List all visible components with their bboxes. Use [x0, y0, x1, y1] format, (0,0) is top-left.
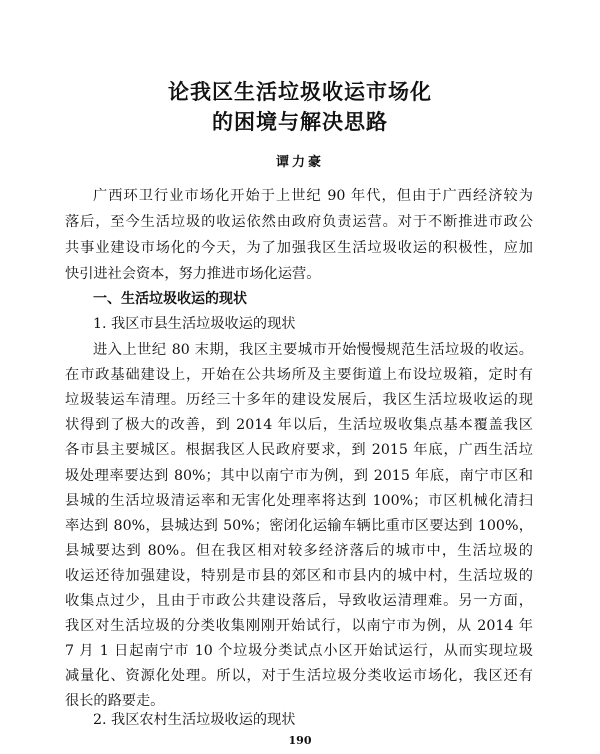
body-line-13: 7 月 1 日起南宁市 10 个垃圾分类试点小区开始试运行，从而实现垃圾: [65, 643, 533, 659]
subsection-2-heading: 2. 我区农村生活垃圾收运的现状: [93, 712, 296, 728]
article-title-line-2: 的困境与解决思路: [212, 110, 388, 134]
body-line-10: 收运还待加强建设，特别是市县的郊区和市县内的城中村，生活垃圾的: [65, 568, 533, 584]
body-line-1: 进入上世纪 80 末期，我区主要城市开始慢慢规范生活垃圾的收运。: [93, 342, 533, 358]
intro-line-4: 快引进社会资本，努力推进市场化运营。: [65, 266, 321, 282]
section-1-heading: 一、生活垃圾收运的现状: [93, 291, 247, 307]
body-line-12: 我区对生活垃圾的分类收集刚刚开始试行，以南宁市为例，从 2014 年: [65, 618, 533, 634]
body-line-7: 县城的生活垃圾清运率和无害化处理率将达到 100%；市区机械化清扫: [65, 493, 533, 509]
page-number: 190: [288, 734, 312, 747]
body-line-15: 很长的路要走。: [65, 693, 165, 709]
body-line-6: 圾处理率要达到 80%；其中以南宁市为例，到 2015 年底，南宁市区和: [65, 468, 533, 484]
body-line-9: 县城要达到 80%。但在我区相对较多经济落后的城市中，生活垃圾的: [65, 543, 533, 559]
body-line-3: 垃圾装运车清理。历经三十多年的建设发展后，我区生活垃圾收运的现: [65, 392, 533, 408]
author-name: 谭力豪: [275, 155, 324, 170]
body-line-5: 各市县主要城区。根据我区人民政府要求，到 2015 年底，广西生活垃: [65, 442, 533, 458]
body-line-2: 在市政基础建设上，开始在公共场所及主要街道上布设垃圾箱，定时有: [65, 367, 533, 383]
subsection-1-heading: 1. 我区市县生活垃圾收运的现状: [93, 316, 296, 332]
body-line-8: 率达到 80%，县城达到 50%；密闭化运输车辆比重市区要达到 100%，: [65, 518, 533, 534]
intro-line-1: 广西环卫行业市场化开始于上世纪 90 年代，但由于广西经济较为: [93, 188, 533, 204]
intro-line-2: 落后，至今生活垃圾的收运依然由政府负责运营。对于不断推进市政公: [65, 214, 533, 230]
article-title-line-1: 论我区生活垃圾收运市场化: [168, 80, 432, 104]
body-line-4: 状得到了极大的改善，到 2014 年以后，生活垃圾收集点基本覆盖我区: [65, 417, 533, 433]
intro-line-3: 共事业建设市场化的今天，为了加强我区生活垃圾收运的积极性，应加: [65, 240, 533, 256]
body-line-11: 收集点过少，且由于市政公共建设落后，导致收运清理难。另一方面，: [65, 593, 533, 609]
body-line-14: 减量化、资源化处理。所以，对于生活垃圾分类收运市场化，我区还有: [65, 668, 533, 684]
